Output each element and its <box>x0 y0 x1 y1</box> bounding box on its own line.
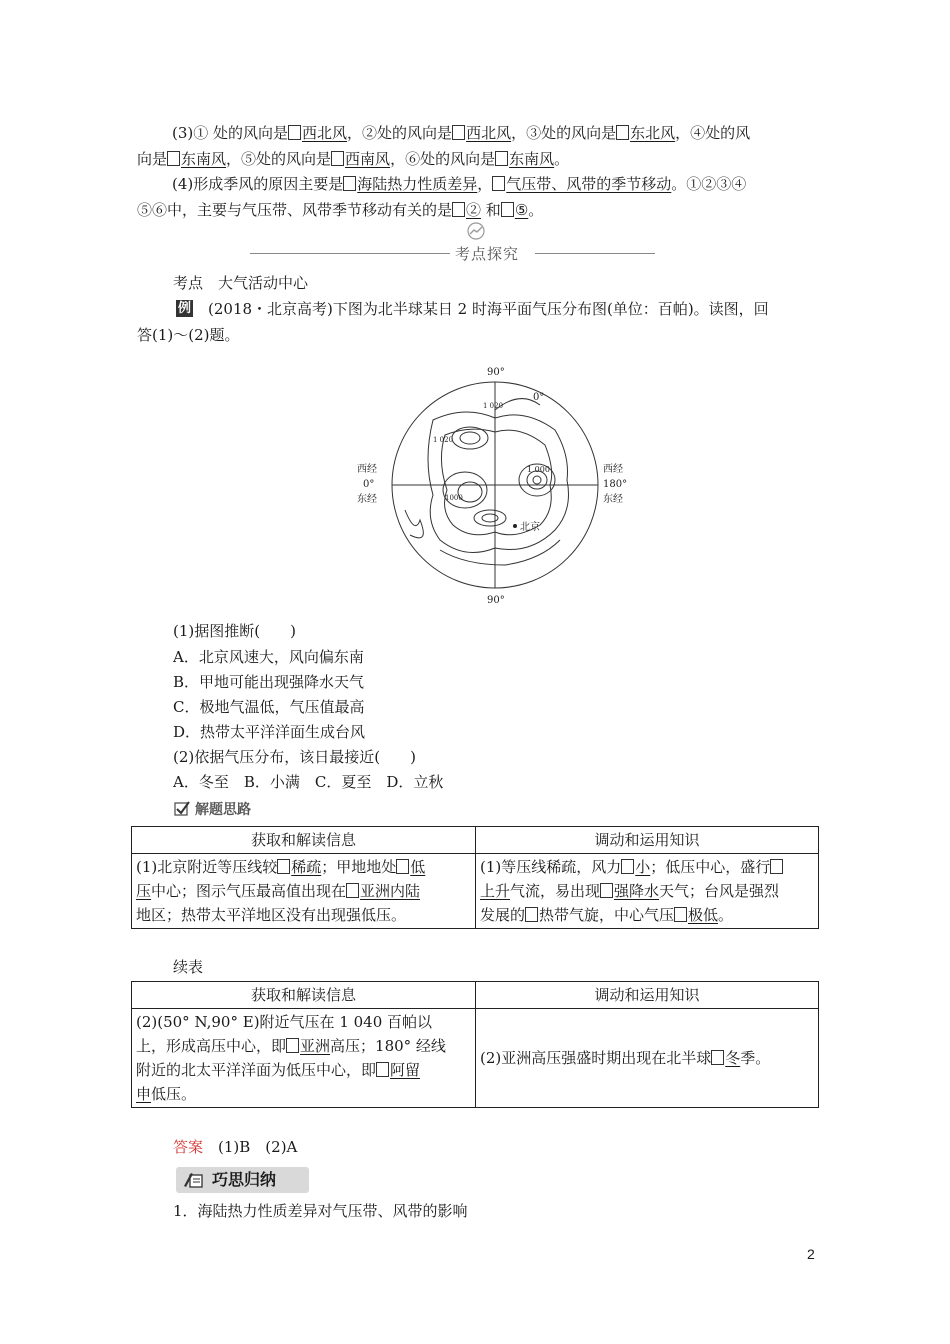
label-right-mid: 180° <box>603 479 628 490</box>
isobar-south-1 <box>474 510 506 526</box>
table1-cell-info: (1)北京附近等压线较 稀疏；甲地地处 低 压中心；图示气压最高值出现在 亚洲内陆 地区；热带太平洋地区没有出现强低压。 <box>132 854 476 929</box>
table2-cell-info: (2)(50° N,90° E)附近气压在 1 040 百帕以 上，形成高压中心，即 亚洲高压；180° 经线 附近的北太平洋洋面为低压中心，即 阿留 申低压。 <box>132 1009 476 1108</box>
blank-box <box>288 125 301 140</box>
label-zero: 0° <box>533 392 545 403</box>
example-line2: 答(1)～(2)题。 <box>137 326 240 344</box>
blank-box <box>525 907 538 922</box>
blank-box <box>376 1062 389 1077</box>
label-right-top: 西经 <box>603 464 623 475</box>
trend-icon <box>465 222 487 240</box>
q2-stem: (2)依据气压分布，该日最接近( ) <box>173 748 416 766</box>
isobar-label-1020b: 1 020 <box>433 436 454 444</box>
q2-options: A．冬至 B．小满 C．夏至 D．立秋 <box>173 773 444 791</box>
blank-box <box>711 1050 724 1065</box>
section-title: 考点探究 <box>455 245 520 263</box>
label-top: 90° <box>487 367 505 378</box>
label-right-bot: 东经 <box>603 494 623 505</box>
isobar-south-2 <box>482 514 498 522</box>
info-table-2 <box>131 981 819 1108</box>
summary-item: 1．海陆热力性质差异对气压带、风带的影响 <box>173 1202 468 1220</box>
blank-box <box>600 883 613 898</box>
blank-box <box>621 859 634 874</box>
blank-box <box>492 176 505 191</box>
isobar-high-1 <box>452 427 488 449</box>
label-beijing: 北京 <box>520 522 540 533</box>
para4-line1: (4)形成季风的原因主要是 海陆热力性质差异， 气压带、风带的季节移动。①②③④ <box>172 175 747 193</box>
topic-heading: 考点 大气活动中心 <box>173 274 309 292</box>
q1-option-d: D．热带太平洋洋面生成台风 <box>173 723 366 741</box>
q1-option-a: A．北京风速大，风向偏东南 <box>173 648 364 666</box>
coastline <box>405 510 423 538</box>
q1-option-c: C．极地气温低，气压值最高 <box>173 698 365 716</box>
answer-line <box>173 1135 863 1159</box>
isobar-label-1020a: 1 020 <box>483 402 504 410</box>
q1-option-b: B．甲地可能出现强降水天气 <box>173 673 365 691</box>
label-left-mid: 0° <box>363 479 375 490</box>
example-line1: (2018・北京高考)下图为北半球某日 2 时海平面气压分布图(单位：百帕)。读图，回 <box>208 300 769 318</box>
table1-header-1: 获取和解读信息 <box>132 827 476 854</box>
blank-box <box>396 859 409 874</box>
isobar-high-2 <box>460 432 480 444</box>
label-bottom: 90° <box>487 595 505 606</box>
blank-box <box>452 202 465 217</box>
section-divider-right <box>535 253 655 254</box>
section-divider-left <box>250 253 450 254</box>
label-left-bot: 东经 <box>357 494 377 505</box>
blank-box <box>501 202 514 217</box>
blank-box <box>770 859 783 874</box>
answer-text: (1)B (2)A <box>218 1138 298 1156</box>
table2-header-1: 获取和解读信息 <box>132 982 476 1009</box>
blank-box <box>343 176 356 191</box>
table1-header-2: 调动和运用知识 <box>476 827 819 854</box>
blank-box <box>331 151 344 166</box>
example-badge: 例 <box>177 301 191 316</box>
pen-note-icon <box>182 1170 206 1190</box>
thinking-label: 解题思路 <box>195 802 251 818</box>
summary-label: 巧思归纳 <box>212 1170 277 1189</box>
para4-line2: ⑤⑥中，主要与气压带、风带季节移动有关的是 ② 和 ⑤。 <box>137 201 544 219</box>
isobar-mid-1 <box>443 472 487 508</box>
table2-header-2: 调动和运用知识 <box>476 982 819 1009</box>
isobar-low-3 <box>533 476 541 484</box>
blank-box <box>346 883 359 898</box>
isobar-label-1000: 1 000 <box>527 465 550 474</box>
isobar-label-1000b: 1000 <box>445 494 463 502</box>
para3-line1: (3)① 处的风向是 西北风，②处的风向是 西北风，③处的风向是 东北风，④处的风 <box>172 124 751 142</box>
beijing-dot <box>513 524 517 528</box>
blank-box <box>452 125 465 140</box>
continued-label: 续表 <box>173 958 204 976</box>
blank-box <box>495 151 508 166</box>
pressure-map-figure <box>345 360 645 610</box>
label-left-top: 西经 <box>357 464 377 475</box>
info-table-1 <box>131 826 819 929</box>
checkbox-icon <box>174 801 190 817</box>
blank-box <box>616 125 629 140</box>
page-number: 2 <box>807 1246 815 1262</box>
blank-box <box>167 151 180 166</box>
blank-box <box>277 859 290 874</box>
para3-line2: 向是 东南风，⑤处的风向是 西南风，⑥处的风向是 东南风。 <box>137 150 570 168</box>
q1-stem: (1)据图推断( ) <box>173 622 296 640</box>
table2-cell-knowledge: (2)亚洲高压强盛时期出现在北半球 冬季。 <box>476 1009 819 1108</box>
blank-box <box>674 907 687 922</box>
isobar-1 <box>441 429 551 535</box>
table1-cell-knowledge: (1)等压线稀疏，风力 小；低压中心，盛行 上升气流，易出现 强降水天气；台风是强烈 发展的 热带气旋，中心气压 极低。 <box>476 854 819 929</box>
blank-box <box>286 1038 299 1053</box>
answer-label: 答案 <box>173 1138 204 1156</box>
isobar-outer-south <box>440 540 560 565</box>
